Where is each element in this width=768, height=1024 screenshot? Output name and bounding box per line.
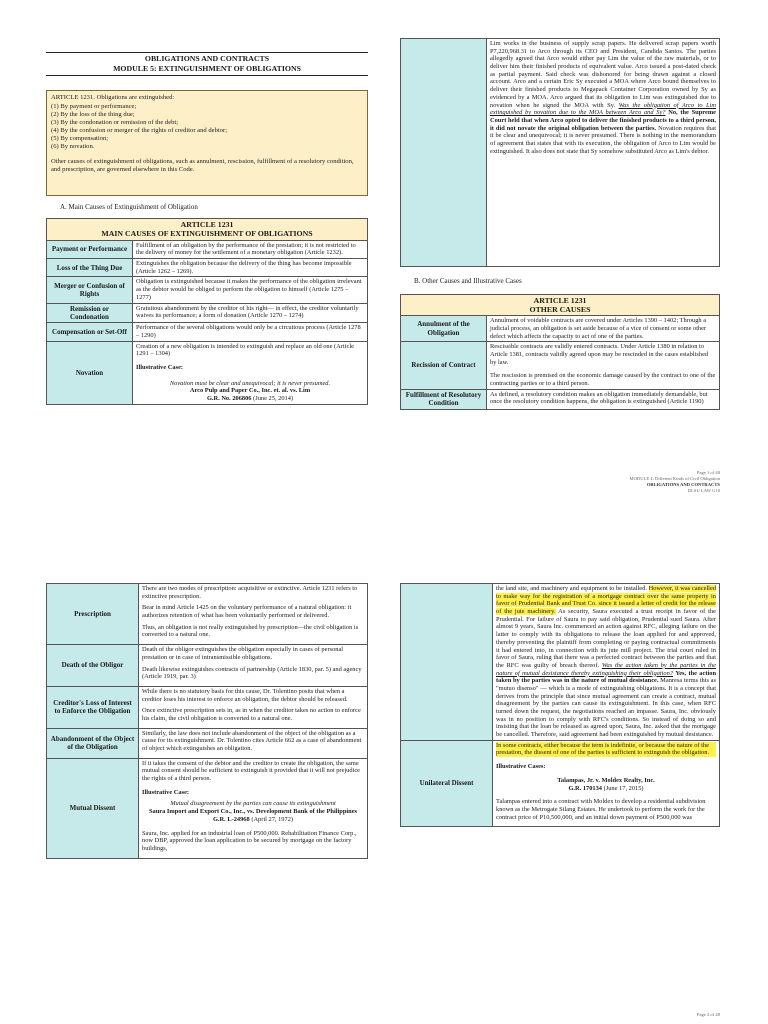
row-text: Annulment of voidable contracts are covered under Articles 1390 – 1402; Through a judicial process, an obligation is set aside because of a vice of consent or some other defect which affects the capacity to act of one of the parties. bbox=[487, 316, 720, 342]
table-row bbox=[401, 342, 720, 389]
case-gr-number: G.R. No. 206806 bbox=[206, 395, 252, 403]
table-header bbox=[401, 294, 720, 316]
row-text bbox=[139, 758, 368, 858]
table-row bbox=[47, 686, 368, 728]
row-text bbox=[139, 645, 368, 687]
saura-case-text bbox=[493, 584, 720, 741]
saura-question: Was the action taken by the parties in the nature of mutual desistance thereby extinguishing their obligation? bbox=[496, 661, 716, 677]
case-date: (June 25, 2014) bbox=[253, 395, 294, 403]
row-paragraph: Death of the obligor extinguishes the obligation especially in cases of personal prestation or in case of intransmissible obligations. bbox=[142, 646, 344, 661]
table-row bbox=[47, 277, 368, 303]
row-paragraph: Once extinctive prescription sets in, as in when the creditor takes no action to enforce his claim, the civil obligation is converted to a natural one. bbox=[142, 707, 361, 722]
table-header-line1: ARTICLE 1231 bbox=[180, 220, 234, 229]
row-label: Annulment of the Obligation bbox=[401, 316, 487, 342]
novation-definition: Creation of a new obligation is intended to extinguish and replace an old one (Article 1291 – 1304) bbox=[136, 342, 354, 358]
article-item: (1) By payment or performance; bbox=[51, 102, 137, 110]
page1-right-column bbox=[400, 38, 720, 410]
row-label: Payment or Performance bbox=[47, 240, 133, 258]
row-label: Creditor's Loss of Interest to Enforce the Obligation bbox=[47, 686, 139, 728]
row-label: Compensation or Set-Off bbox=[47, 323, 133, 341]
row-text: As defined, a resolutory condition makes an obligation immediately demandable, but once the resolutory condition happens, the obligation is extinguished (Article 1190) bbox=[487, 389, 720, 409]
page2-left-table bbox=[46, 583, 368, 859]
table-row bbox=[47, 303, 368, 323]
row-text: Performance of the several obligations would only be a circuitous process (Article 1278 – 1290) bbox=[133, 323, 368, 341]
saura-ruling: Yes, the action taken by the parties was in the nature of mutual desistance. bbox=[496, 669, 716, 685]
recission-text: Rescissible contracts are validly entered contracts. Under Article 1380 in relation to Article 1381, contracts validly agreed upon may be rescinded in the cases established by law. bbox=[490, 343, 709, 366]
article-item: (5) By compensation; bbox=[51, 134, 109, 142]
document-title: OBLIGATIONS AND CONTRACTS bbox=[144, 54, 270, 63]
lim-case-question: Was the obligation of Arco to Lim extinguished by novation due to the MOA between Arco and Sy? bbox=[490, 101, 716, 117]
row-label: Merger or Confusion of Rights bbox=[47, 277, 133, 303]
main-causes-table bbox=[46, 218, 368, 405]
lim-case-facts: Lim works in the business of supply scrap papers. He delivered scrap papers worth P7,220,968.31 to Arco through its CEO and President, Candida Santos. The parties allegedly agreed that Arco would either pay Lim the value of the raw materials, or to deliver him their finished products of equivalent value. Arco issued a post-dated check as partial payment. Said check was dishonored for being drawn against a closed account. Arco and a certain Eric Sy executed a MOA where Arco bound themselves to deliver their finished products to Megapack Container Corporation owned by Sy as evidenced by a MOA. Arco argued that its obligation to Lim was extinguished due to novation when he signed the MOA with Sy. bbox=[490, 40, 716, 109]
table-row bbox=[401, 740, 720, 827]
table-header-line2: OTHER CAUSES bbox=[529, 304, 591, 314]
row-label: Mutual Dissent bbox=[47, 758, 139, 858]
saura-facts: the land site, and machinery and equipment to be installed. bbox=[496, 585, 647, 592]
table-header bbox=[47, 219, 368, 241]
table-row bbox=[47, 645, 368, 687]
section-a-heading: A. Main Causes of Extinguishment of Obligation bbox=[60, 203, 198, 212]
row-text bbox=[487, 342, 720, 389]
table-row bbox=[401, 316, 720, 342]
case-name: Talampas, Jr. v. Moldex Realty, Inc. bbox=[557, 776, 655, 784]
case-gr-number: G.R. 170134 bbox=[568, 784, 602, 792]
row-text bbox=[493, 740, 720, 827]
article-heading: ARTICLE 1231. Obligations are extinguished: bbox=[51, 94, 175, 102]
article-note: Other causes of extinguishment of obligations, such as annulment, rescission, fulfillment of a resolutory condition, and prescription, are governed elsewhere in this Code. bbox=[51, 157, 354, 173]
lim-case-text bbox=[487, 39, 720, 267]
row-paragraph: Bear in mind Article 1425 on the voluntary performance of a natural obligation: it authorizes retention of what has been voluntarily performed or delivered. bbox=[142, 604, 352, 620]
row-label: Remission or Condonation bbox=[47, 303, 133, 323]
row-paragraph: Talampas entered into a contract with Moldex to develop a residential subdivision known as the Metrogate Silang Estates. He undertook to perform the work for the contract price of P10,500,000, and an initial down payment of P500,000 was bbox=[496, 798, 706, 821]
row-label: Abandonment of the Object of the Obligation bbox=[47, 728, 139, 758]
page2-footer bbox=[640, 1012, 720, 1018]
case-doctrine: Novation must be clear and unequivocal; it is never presumed. bbox=[169, 379, 331, 387]
table-row bbox=[47, 728, 368, 758]
footer-group: DLSU LAW G10 bbox=[687, 487, 720, 493]
unilateral-highlight: In some contracts, either because the term is indefinite, or because the nature of the prestation, the dissent of one of the parties is sufficient to extinguish the obligation. bbox=[496, 742, 716, 757]
table-row bbox=[47, 758, 368, 858]
lim-case-label-cell bbox=[401, 39, 487, 267]
page1-footer bbox=[600, 470, 720, 494]
article-1231-box bbox=[46, 90, 368, 196]
article-item: (6) By novation. bbox=[51, 142, 95, 150]
illustrative-case-heading: Illustrative Case: bbox=[142, 788, 190, 796]
row-label: Unilateral Dissent bbox=[401, 740, 493, 827]
row-label: Recission of Contract bbox=[401, 342, 487, 389]
table-header-line1: ARTICLE 1231 bbox=[533, 295, 587, 305]
saura-case-label-cell bbox=[401, 584, 493, 741]
title-rule-bottom bbox=[46, 75, 368, 76]
row-text bbox=[139, 584, 368, 645]
row-paragraph: Similarly, the law does not include abandonment of the object of the obligation as a cause for its extinguishment. Dr. Tolentino cites Article 662 as a case of abandonment of object which extinguishes an obligation. bbox=[142, 729, 362, 752]
page2-left-column bbox=[46, 583, 368, 1024]
lim-case-ruling: No, the Supreme Court held that when Arco opted to deliver the finished products to a third person, it did not novate the original obligation between the parties. bbox=[490, 109, 716, 132]
case-date: (April 27, 1972) bbox=[251, 815, 294, 823]
row-paragraph: There are two modes of prescription: acquisitive or extinctive. Article 1231 refers to extinctive prescription. bbox=[142, 585, 358, 600]
table-header-line2: MAIN CAUSES OF EXTINGUISHMENT OF OBLIGATIONS bbox=[101, 229, 313, 239]
row-text bbox=[133, 341, 368, 404]
case-name: Saura Import and Export Co., Inc., vs. Development Bank of the Philippines bbox=[148, 808, 358, 816]
row-label: Loss of the Thing Due bbox=[47, 259, 133, 277]
row-label: Novation bbox=[47, 341, 133, 404]
page2-right-column bbox=[400, 583, 720, 1024]
case-doctrine: Mutual disagreement by the parties can cause its extinguishment bbox=[170, 800, 336, 808]
article-item: (3) By the condonation or remission of the debt; bbox=[51, 118, 179, 126]
saura-facts-2: As security, Saura executed a trust receipt in favor of the Prudential. For failure of Saura to pay said obligation, Prudential sued Saura. After almost 9 years, Saura Inc. commenced an action against RFC, alleging failure on the latter to comply with its obligations to release the loan applied for and approved, thereby preventing the plaintiff from completing or paying contractual commitments it had entered into, in connection with its jute mill project. The trial court ruled in favor of Saura, ruling that there was a perfected contract between the parties and that the RFC was guilty of breach thereof. bbox=[496, 608, 716, 669]
table-row bbox=[47, 323, 368, 341]
footer-page-number: Page 2 of 48 bbox=[696, 1012, 720, 1017]
table-row bbox=[401, 389, 720, 409]
row-paragraph: While there is no statutory basis for this cause, Dr. Tolentino posits that when a creditor loses his interest to enforce an obligation, the debtor should be released. bbox=[142, 687, 348, 703]
row-paragraph: If it takes the consent of the debtor and the creditor to create the obligation, the same mutual consent should be sufficient to extinguish it provided that it will not prejudice the rights of a third person. bbox=[142, 759, 361, 783]
title-rule bbox=[46, 52, 368, 53]
article-item: (4) By the confusion or merger of the rights of creditor and debtor; bbox=[51, 126, 228, 134]
illustrative-case-heading: Illustrative Case: bbox=[136, 364, 184, 372]
row-text: Extinguishes the obligation because the delivery of the thing has become impossible (Article 1262 – 1269). bbox=[133, 259, 368, 277]
article-item: (2) By the loss of the thing due; bbox=[51, 110, 135, 118]
saura-discussion: Manresa terms this as "mutuo disenso" — which is a mode of extinguishing obligations. It is a concept that derives from the principle that since mutual agreement can create a contract, mutual disagreement by the parties can cause its extinguishment. In this case, when RFC turned down the request, the negotiations reached an impasse. Saura, Inc. obviously was in no position to comply with RFC's conditions. So instead of doing so and insisting that the loan be released as agreed upon, Saura, Inc. asked that the mortgage be cancelled. Therefore, said agreement had been extinguished by mutual desistance. bbox=[496, 677, 716, 739]
other-causes-table bbox=[400, 294, 720, 410]
case-gr-number: G.R. L-24968 bbox=[212, 815, 250, 823]
section-b-heading: B. Other Causes and Illustrative Cases bbox=[414, 277, 522, 285]
table-row bbox=[47, 259, 368, 277]
row-paragraph: Saura, Inc. applied for an industrial loan of P500,000. Rehabilitation Finance Corp., now DBP, approved the loan application to be secured by mortgage on the factory buildings, bbox=[142, 829, 357, 852]
row-text: Obligation is extinguished because it makes the performance of the obligation irrelevant as the debtor would be obliged to perform the obligation to himself (Article 1275 – 1277) bbox=[133, 277, 368, 303]
lim-case-table bbox=[400, 38, 720, 267]
case-date: (June 17, 2015) bbox=[603, 784, 644, 792]
table-row bbox=[47, 584, 368, 645]
row-label: Death of the Obligor bbox=[47, 645, 139, 687]
saura-highlight: However, it was cancelled to make way for the registration of a mortgage contract over the same property in favor of Prudential Bank and Trust Co. since it issued a letter of credit for the release of the jute machinery. bbox=[496, 585, 716, 616]
page1-left-column bbox=[46, 52, 368, 405]
illustrative-case-heading: Illustrative Cases: bbox=[496, 763, 546, 771]
row-text: Fulfillment of an obligation by the performance of the prestation; it is not restricted to the delivery of money for the settlement of a monetary obligation (Article 1232). bbox=[133, 240, 368, 258]
module-title: MODULE 5: EXTINGUISHMENT OF OBLIGATIONS bbox=[113, 63, 301, 73]
row-paragraph: Thus, an obligation is not really extinguished by prescription—the civil obligation is converted to a natural one. bbox=[142, 623, 359, 639]
row-label: Prescription bbox=[47, 584, 139, 645]
footer-subject: OBLIGATIONS AND CONTRACTS bbox=[646, 481, 720, 487]
table-row bbox=[47, 341, 368, 404]
table-row bbox=[47, 240, 368, 258]
row-text: Gratuitous abandonment by the creditor of his right— in effect, the creditor voluntarily waives its performance; a form of donation (Article 1270 – 1274) bbox=[133, 303, 368, 323]
row-text bbox=[139, 728, 368, 758]
row-text bbox=[139, 686, 368, 728]
case-name: Arco Pulp and Paper Co., Inc. et. al. vs. Lim bbox=[189, 387, 311, 395]
footer-module: MODULE 4: Different Kinds of Civil Obligation bbox=[629, 475, 720, 481]
page2-right-table bbox=[400, 583, 720, 827]
row-label: Fulfillment of Resolutory Condition bbox=[401, 389, 487, 409]
footer-page-number: Page 1 of 48 bbox=[696, 470, 720, 475]
lim-case-discussion: Novation requires that it be clear and unequivocal; it is never presumed. There is nothing in the memorandum of agreement that states that with its execution, the obligation of Arco to Lim would be extinguished. It also does not state that Sy somehow substituted Arco as Lim's debtor. bbox=[490, 124, 716, 155]
row-paragraph: Death likewise extinguishes contracts of partnership (Article 1830, par. 5) and agency (Article 1919, par. 3) bbox=[142, 665, 362, 681]
recission-text-2: The rescission is premised on the economic damage caused by the contract to one of the contracting parties or to a third person. bbox=[490, 372, 716, 388]
